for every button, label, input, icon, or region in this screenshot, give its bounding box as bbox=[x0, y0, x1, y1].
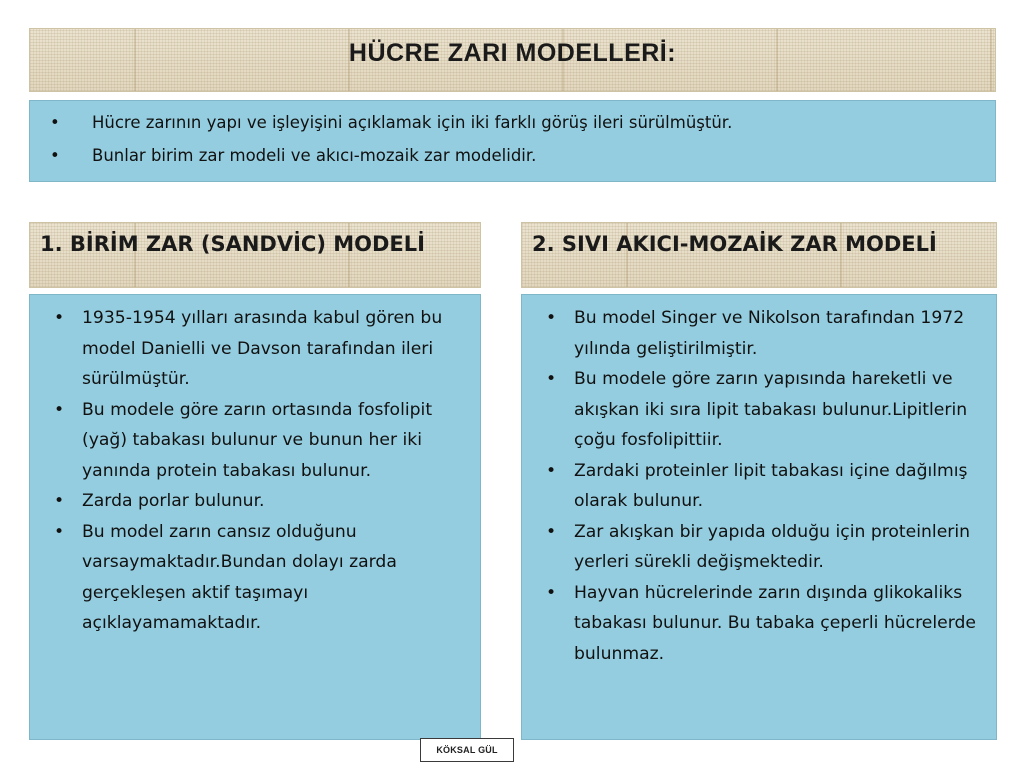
bullet-icon: • bbox=[54, 399, 65, 420]
left-column-body bbox=[29, 294, 481, 740]
bullet-icon: • bbox=[50, 113, 60, 132]
bullet-icon: • bbox=[54, 521, 65, 542]
list-item bbox=[542, 456, 982, 517]
bullet-icon: • bbox=[546, 582, 557, 603]
list-item bbox=[44, 113, 975, 133]
left-column-title: 1. BİRİM ZAR (SANDVİC) MODELİ bbox=[40, 232, 425, 256]
bullet-icon: • bbox=[54, 308, 65, 328]
intro-box bbox=[29, 100, 996, 182]
list-item bbox=[44, 146, 975, 166]
right-column-body bbox=[521, 294, 997, 740]
list-item bbox=[50, 486, 466, 517]
right-item-text: Zardaki proteinler lipit tabakası içine dağılmış olarak bulunur. bbox=[574, 460, 968, 511]
left-item-text: Zarda porlar bulunur. bbox=[82, 491, 265, 511]
right-list bbox=[542, 303, 982, 669]
bullet-icon: • bbox=[546, 460, 557, 481]
slide-title: HÜCRE ZARI MODELLERİ: bbox=[348, 39, 677, 67]
list-item bbox=[50, 517, 466, 639]
bullet-icon: • bbox=[50, 146, 60, 165]
intro-item-text: Bunlar birim zar modeli ve akıcı-mozaik zar modelidir. bbox=[92, 146, 537, 165]
right-column-title: 2. SIVI AKICI-MOZAİK ZAR MODELİ bbox=[532, 232, 937, 256]
author-badge bbox=[420, 738, 514, 762]
right-item-text: Bu model Singer ve Nikolson tarafından 1972 yılında geliştirilmiştir. bbox=[574, 308, 965, 359]
left-item-text: Bu modele göre zarın ortasında fosfolipit (yağ) tabakası bulunur ve bunun her iki yanında protein tabakası bulunur. bbox=[82, 399, 433, 481]
list-item bbox=[542, 578, 982, 670]
intro-item-text: Hücre zarının yapı ve işleyişini açıklamak için iki farklı görüş ileri sürülmüştür. bbox=[92, 113, 733, 132]
intro-list bbox=[44, 113, 975, 166]
list-item bbox=[50, 303, 466, 395]
list-item bbox=[542, 517, 982, 578]
left-list bbox=[50, 303, 466, 639]
bullet-icon: • bbox=[546, 521, 557, 542]
title-bar bbox=[29, 28, 996, 92]
left-item-text: 1935-1954 yılları arasında kabul gören bu model Danielli ve Davson tarafından ileri sürülmüştür. bbox=[82, 308, 443, 389]
right-item-text: Hayvan hücrelerinde zarın dışında glikokaliks tabakası bulunur. Bu tabaka çeperli hücrelerde bulunmaz. bbox=[574, 582, 976, 664]
list-item bbox=[542, 303, 982, 364]
author-name: KÖKSAL GÜL bbox=[436, 745, 498, 755]
list-item bbox=[542, 364, 982, 456]
left-column-header bbox=[29, 222, 481, 288]
right-item-text: Zar akışkan bir yapıda olduğu için proteinlerin yerleri sürekli değişmektedir. bbox=[574, 521, 971, 572]
bullet-icon: • bbox=[546, 369, 557, 389]
left-item-text: Bu model zarın cansız olduğunu varsaymaktadır.Bundan dolayı zarda gerçekleşen aktif taşımayı açıklayamamaktadır. bbox=[82, 521, 397, 633]
bullet-icon: • bbox=[546, 308, 557, 328]
bullet-icon: • bbox=[54, 491, 65, 511]
list-item bbox=[50, 395, 466, 487]
right-item-text: Bu modele göre zarın yapısında hareketli ve akışkan iki sıra lipit tabakası bulunur.Lipitlerin çoğu fosfolipittiir. bbox=[574, 369, 968, 450]
right-column-header bbox=[521, 222, 997, 288]
